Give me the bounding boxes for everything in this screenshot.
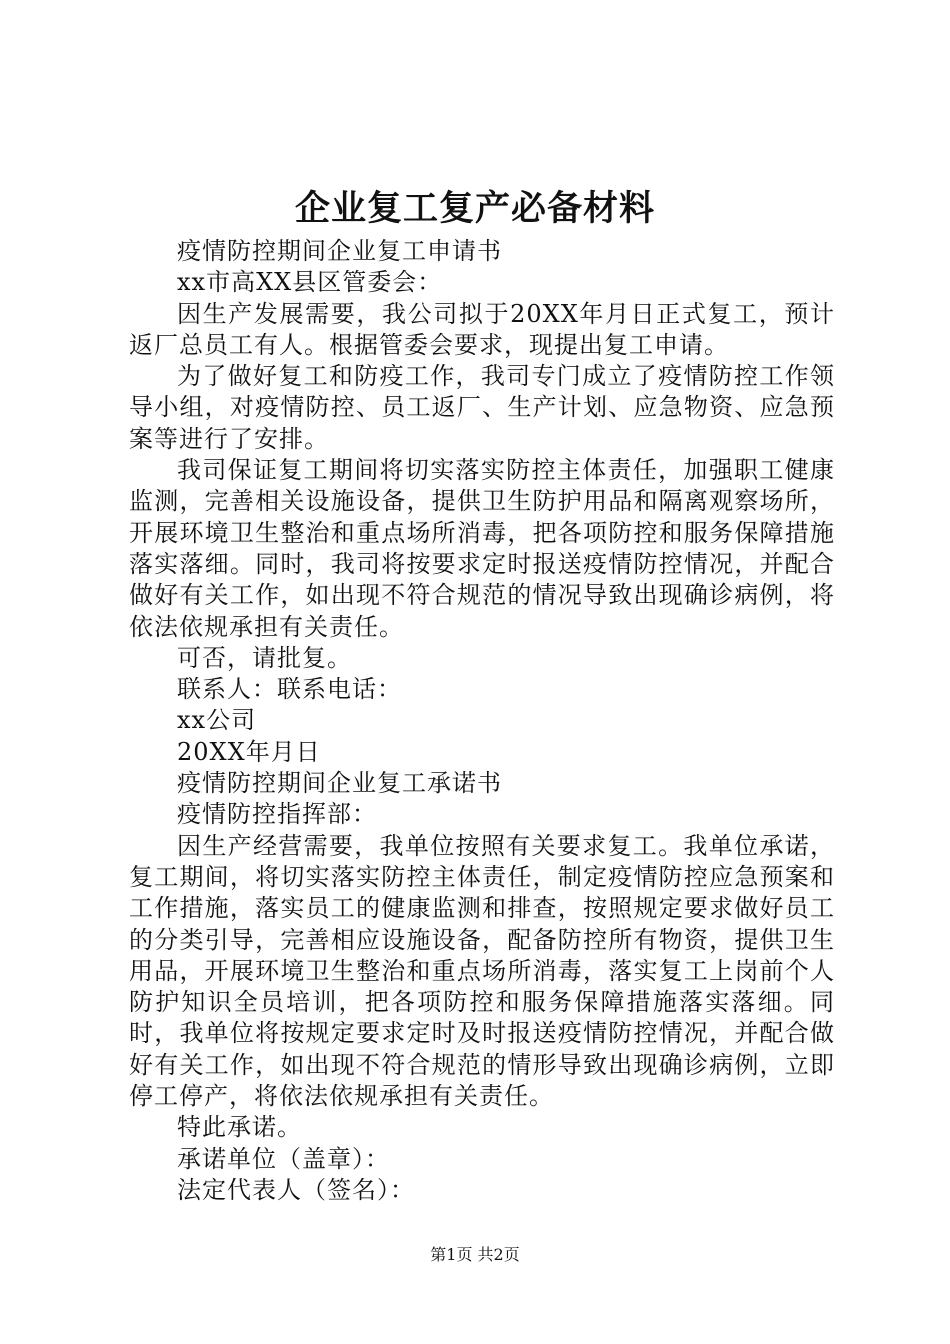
document-title: 企业复工复产必备材料: [294, 188, 655, 229]
paragraph-commitment-addressee: 疫情防控指挥部：: [177, 800, 377, 829]
paragraph-application-heading: 疫情防控期间企业复工申请书: [177, 237, 502, 265]
paragraph-commitment-heading: 疫情防控期间企业复工承诺书: [177, 769, 502, 798]
paragraph-request-approval: 可否，请批复。: [177, 643, 352, 672]
paragraph-addressee: xx市高XX县区管委会：: [177, 268, 443, 297]
page-footer: 第1页 共2页: [430, 1245, 520, 1264]
paragraph-legal-representative: 法定代表人（签名）：: [177, 1175, 415, 1204]
paragraph-preparation: 为了做好复工和防疫工作，我司专门成立了疫情防控工作领导小组，对疫情防控、员工返厂、生产计划、应急物资、应急预案等进行了安排。: [129, 362, 835, 453]
paragraph-guarantee: 我司保证复工期间将切实落实防控主体责任，加强职工健康监测，完善相关设施设备，提供卫生防护用品和隔离观察场所，开展环境卫生整治和重点场所消毒，把各项防控和服务保障措施落实落细。同时，我司将按要求定时报送疫情防控情况，并配合做好有关工作，如出现不符合规范的情况导致出现确诊病例，将依法依规承担有关责任。: [129, 456, 835, 641]
paragraph-commitment-body: 因生产经营需要，我单位按照有关要求复工。我单位承诺，复工期间，将切实落实防控主体责任，制定疫情防控应急预案和工作措施，落实员工的健康监测和排查，按照规定要求做好员工的分类引导，完善相应设施设备，配备防控所有物资，提供卫生用品，开展环境卫生整治和重点场所消毒，落实复工上岗前个人防护知识全员培训，把各项防控和服务保障措施落实落细。同时，我单位将按规定要求定时及时报送疫情防控情况，并配合做好有关工作，如出现不符合规范的情形导致出现确诊病例，立即停工停产，将依法依规承担有关责任。: [129, 831, 835, 1111]
document-body: [129, 236, 835, 1206]
paragraph-commitment-close: 特此承诺。: [177, 1113, 302, 1142]
paragraph-date: 20XX年月日: [177, 737, 321, 766]
paragraph-commitment-unit: 承诺单位（盖章）：: [177, 1144, 390, 1173]
paragraph-reason: 因生产发展需要，我公司拟于20XX年月日正式复工，预计返厂总员工有人。根据管委会要求，现提出复工申请。: [129, 299, 835, 359]
paragraph-contact: 联系人：联系电话：: [177, 675, 402, 704]
paragraph-company: xx公司: [177, 706, 257, 735]
